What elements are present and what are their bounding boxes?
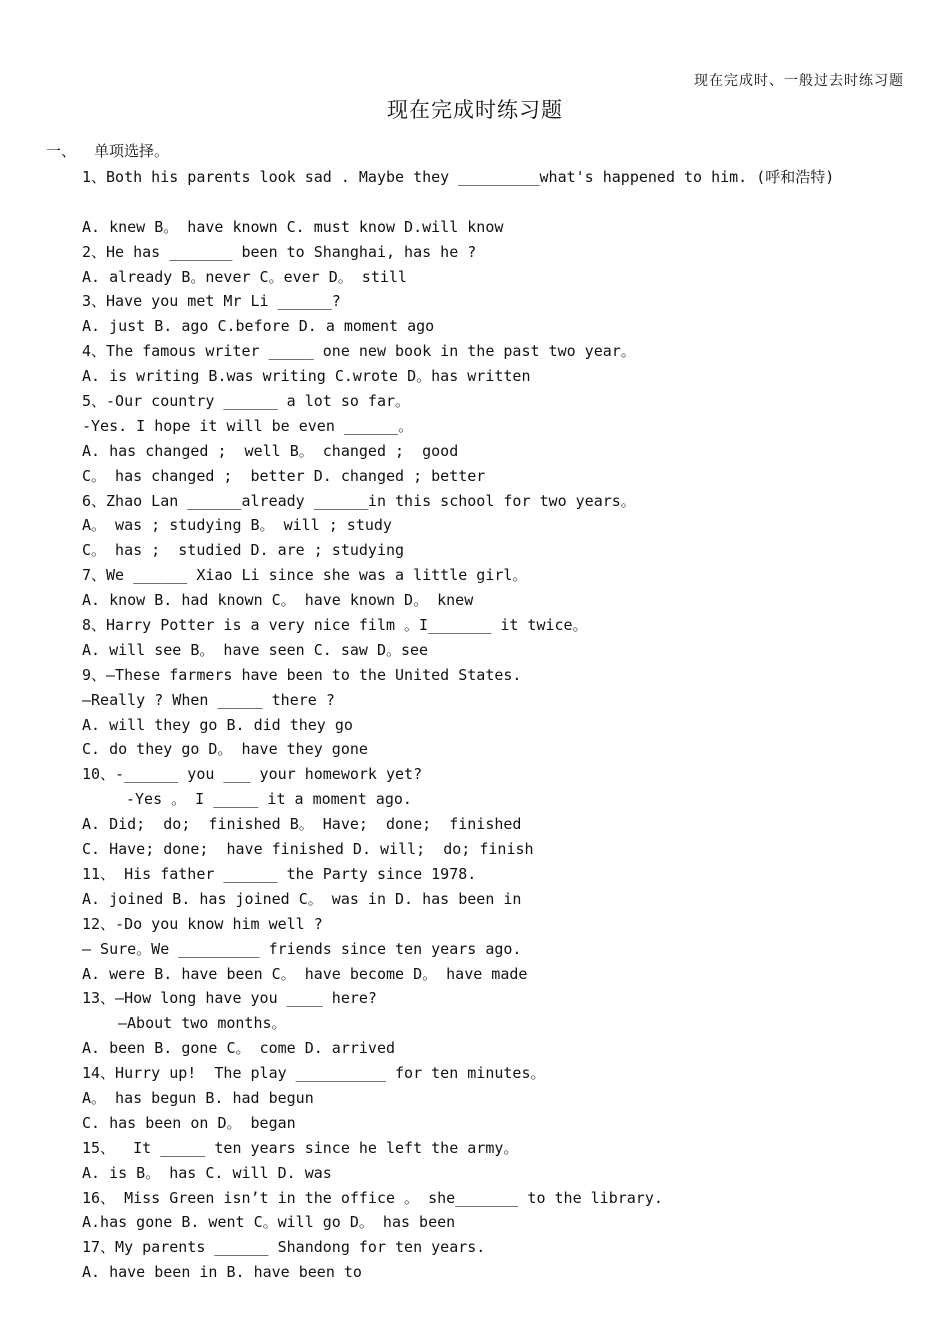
question-lines: [82, 165, 912, 1285]
question-line: 4、The famous writer _____ one new book in the past two year。: [82, 342, 636, 361]
question-line: -Yes 。 I _____ it a moment ago.: [126, 790, 412, 809]
question-line: -Yes. I hope it will be even ______。: [82, 416, 414, 435]
question-line: 5、-Our country ______ a lot so far。: [82, 392, 411, 411]
answer-options: A. know B. had known C。 have known D。 knew: [82, 591, 474, 610]
answer-options: C。 has ; studied D. are ; studying: [82, 541, 405, 560]
question-line: 8、Harry Potter is a very nice film 。I_______ it twice。: [82, 616, 588, 635]
answer-options: A。 has begun B. had begun: [82, 1088, 314, 1107]
document-title: 现在完成时练习题: [387, 98, 563, 122]
answer-options: A. joined B. has joined C。 was in D. has been in: [82, 889, 522, 908]
question-line: 13、—How long have you ____ here?: [82, 989, 377, 1008]
question-line: 12、-Do you know him well ?: [82, 914, 323, 933]
answer-options: A. will they go B. did they go: [82, 715, 353, 734]
question-line: — Sure。We _________ friends since ten years ago.: [82, 939, 522, 958]
answer-options: C。 has changed ; better D. changed ; better: [82, 466, 486, 485]
answer-options: A. have been in B. have been to: [82, 1263, 362, 1282]
answer-options: A. Did; do; finished B。 Have; done; finished: [82, 815, 522, 834]
answer-options: A. is B。 has C. will D. was: [82, 1163, 332, 1182]
question-line: 17、My parents ______ Shandong for ten years.: [82, 1238, 486, 1257]
question-line: 11、 His father ______ the Party since 1978.: [82, 864, 477, 883]
question-line: 15、 It _____ ten years since he left the army。: [82, 1138, 519, 1157]
page-header: 现在完成时、一般过去时练习题: [694, 73, 904, 89]
question-line: 3、Have you met Mr Li ______?: [82, 292, 341, 311]
question-line: 16、 Miss Green isn’t in the office 。 she_______ to the library.: [82, 1188, 663, 1207]
question-line: 6、Zhao Lan ______already ______in this school for two years。: [82, 491, 636, 510]
answer-options: A. has changed ; well B。 changed ; good: [82, 441, 459, 460]
answer-options: A. will see B。 have seen C. saw D。see: [82, 640, 429, 659]
answer-options: A. were B. have been C。 have become D。 have made: [82, 964, 528, 983]
answer-options: A. is writing B.was writing C.wrote D。has written: [82, 367, 531, 386]
answer-options: A。 was ; studying B。 will ; study: [82, 516, 392, 535]
question-line: —Really ? When _____ there ?: [82, 690, 335, 709]
answer-options: A. knew B。 have known C. must know D.will know: [82, 217, 504, 236]
answer-options: C. has been on D。 began: [82, 1113, 296, 1132]
answer-options: A. just B. ago C.before D. a moment ago: [82, 317, 435, 336]
question-line: 14、Hurry up! The play __________ for ten minutes。: [82, 1064, 546, 1083]
answer-options: A. been B. gone C。 come D. arrived: [82, 1039, 396, 1058]
question-line: 1、Both his parents look sad . Maybe they _________what's happened to him. (呼和浩特): [82, 168, 835, 186]
answer-options: A. already B。never C。ever D。 still: [82, 267, 407, 286]
answer-options: C. do they go D。 have they gone: [82, 740, 368, 759]
question-line: 10、-______ you ___ your homework yet?: [82, 765, 423, 784]
section-heading: 一、 单项选择。: [46, 142, 170, 160]
answer-options: A.has gone B. went C。will go D。 has been: [82, 1213, 456, 1232]
blank-line: [82, 190, 912, 215]
question-line: 2、He has _______ been to Shanghai, has he ?: [82, 242, 477, 261]
answer-options: C. Have; done; have finished D. will; do; finish: [82, 840, 534, 859]
question-line: 7、We ______ Xiao Li since she was a little girl。: [82, 566, 528, 585]
question-line: —About two months。: [118, 1014, 287, 1033]
question-line: 9、—These farmers have been to the United States.: [82, 665, 522, 684]
